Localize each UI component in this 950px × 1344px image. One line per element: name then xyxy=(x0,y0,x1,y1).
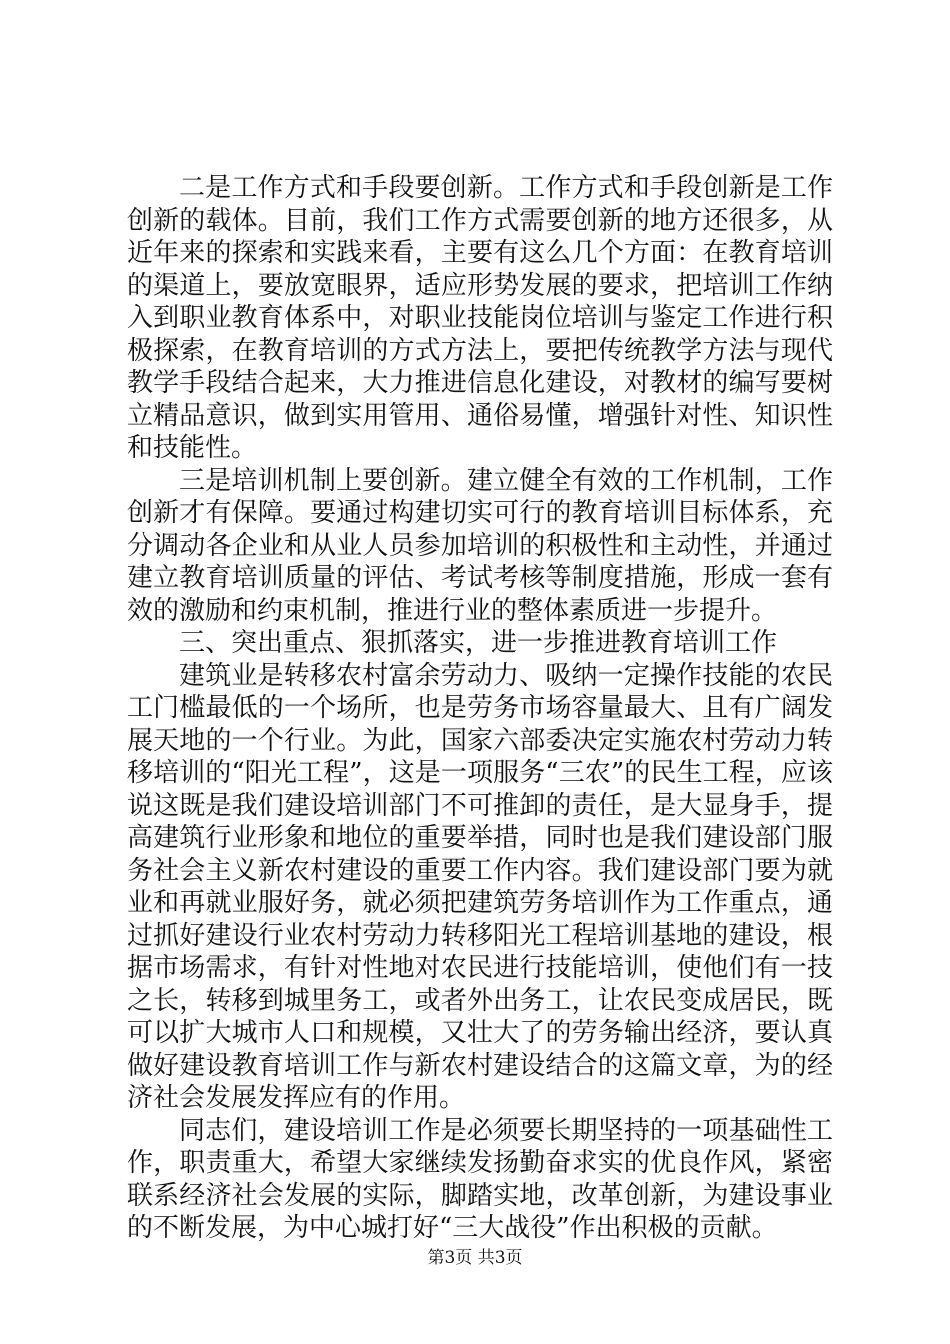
paragraph-closing-remarks: 同志们，建设培训工作是必须要长期坚持的一项基础性工作，职责重大，希望大家继续发扬勤奋求实的优良作风，紧密联系经济社会发展的实际，脚踏实地，改革创新，为建设事业的不断发展，为中心城打好“三大战役”作出积极的贡献。 xyxy=(127,1115,833,1243)
paragraph-training-mechanism: 三是培训机制上要创新。建立健全有效的工作机制，工作创新才有保障。要通过构建切实可行的教育培训目标体系，充分调动各企业和从业人员参加培训的积极性和主动性，并通过建立教育培训质量的评估、考试考核等制度措施，形成一套有效的激励和约束机制，推进行业的整体素质进一步提升。 xyxy=(127,465,833,626)
paragraph-work-methods: 二是工作方式和手段要创新。工作方式和手段创新是工作创新的载体。目前，我们工作方式需要创新的地方还很多，从近年来的探索和实践来看，主要有这么几个方面：在教育培训的渠道上，要放宽眼界，适应形势发展的要求，把培训工作纳入到职业教育体系中，对职业技能岗位培训与鉴定工作进行积极探索，在教育培训的方式方法上，要把传统教学方法与现代教学手段结合起来，大力推进信息化建设，对教材的编写要树立精品意识，做到实用管用、通俗易懂，增强针对性、知识性和技能性。 xyxy=(127,173,833,463)
document-body xyxy=(127,172,833,1245)
paragraph-construction-industry: 建筑业是转移农村富余劳动力、吸纳一定操作技能的农民工门槛最低的一个场所，也是劳务市场容量最大、且有广阔发展天地的一个行业。为此，国家六部委决定实施农村劳动力转移培训的“阳光工程”，这是一项服务“三农”的民生工程，应该说这既是我们建设培训部门不可推卸的责任，是大显身手，提高建筑行业形象和地位的重要举措，同时也是我们建设部门服务社会主义新农村建设的重要工作内容。我们建设部门要为就业和再就业服好务，就必须把建筑劳务培训作为工作重点，通过抓好建设行业农村劳动力转移阳光工程培训基地的建设，根据市场需求，有针对性地对农民进行技能培训，使他们有一技之长，转移到城里务工，或者外出务工，让农民变成居民，既可以扩大城市人口和规模，又壮大了的劳务输出经济，要认真做好建设教育培训工作与新农村建设结合的这篇文章，为的经济社会发展发挥应有的作用。 xyxy=(127,660,833,1113)
page-footer: 第3页 共3页 xyxy=(427,1248,523,1268)
section-heading-3: 三、突出重点、狠抓落实，进一步推进教育培训工作 xyxy=(179,628,778,658)
